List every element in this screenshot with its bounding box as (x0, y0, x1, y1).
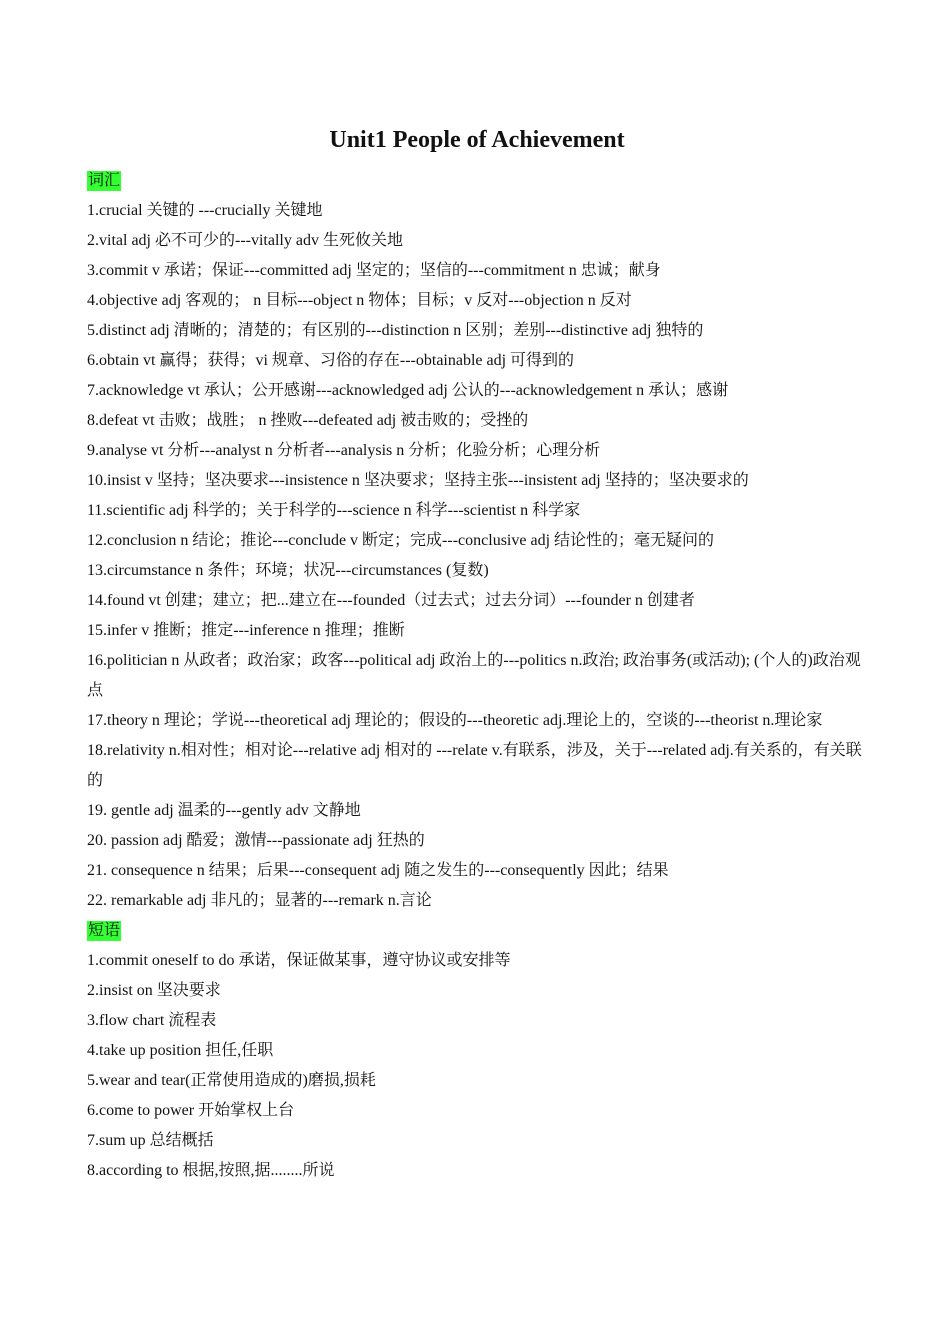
vocab-item: 5.distinct adj 清晰的；清楚的；有区别的---distinction n 区别；差别---distinctive adj 独特的 (87, 322, 704, 339)
page-title: Unit1 People of Achievement (329, 127, 625, 153)
vocab-item: 11.scientific adj 科学的；关于科学的---science n 科学---scientist n 科学家 (87, 502, 581, 519)
vocab-item: 18.relativity n.相对性；相对论---relative adj 相对的 ---relate v.有联系，涉及，关于---related adj.有关系的，有关联的 (87, 742, 862, 789)
vocab-item: 15.infer v 推断；推定---inference n 推理；推断 (87, 622, 405, 639)
phrase-item: 5.wear and tear(正常使用造成的)磨损,损耗 (87, 1072, 376, 1089)
vocab-item: 19. gentle adj 温柔的---gently adv 文静地 (87, 802, 361, 819)
vocab-item: 21. consequence n 结果；后果---consequent adj 随之发生的---consequently 因此；结果 (87, 862, 669, 879)
phrases-section-label: 短语 (88, 922, 121, 939)
phrases-section-header (87, 916, 867, 946)
phrase-item: 1.commit oneself to do 承诺，保证做某事，遵守协议或安排等 (87, 952, 511, 969)
vocab-item: 17.theory n 理论；学说---theoretical adj 理论的；假设的---theoretic adj.理论上的，空谈的---theorist n.理论家 (87, 712, 823, 729)
vocab-item: 9.analyse vt 分析---analyst n 分析者---analysis n 分析；化验分析；心理分析 (87, 442, 601, 459)
vocab-item: 10.insist v 坚持；坚决要求---insistence n 坚决要求；坚持主张---insistent adj 坚持的；坚决要求的 (87, 472, 749, 489)
vocab-item: 22. remarkable adj 非凡的；显著的---remark n.言论 (87, 892, 432, 909)
vocab-item: 8.defeat vt 击败；战胜； n 挫败---defeated adj 被击败的；受挫的 (87, 412, 529, 429)
vocab-section-label: 词汇 (88, 172, 121, 189)
vocab-section-header (87, 166, 867, 196)
vocab-item: 20. passion adj 酷爱；激情---passionate adj 狂热的 (87, 832, 425, 849)
phrase-item: 7.sum up 总结概括 (87, 1132, 214, 1149)
phrase-item: 3.flow chart 流程表 (87, 1012, 217, 1029)
vocab-item: 12.conclusion n 结论；推论---conclude v 断定；完成---conclusive adj 结论性的；毫无疑问的 (87, 532, 715, 549)
phrase-item: 2.insist on 坚决要求 (87, 982, 221, 999)
phrase-item: 8.according to 根据,按照,据........所说 (87, 1162, 335, 1179)
vocab-item: 1.crucial 关键的 ---crucially 关键地 (87, 202, 323, 219)
vocab-item: 7.acknowledge vt 承认；公开感谢---acknowledged adj 公认的---acknowledgement n 承认；感谢 (87, 382, 729, 399)
vocab-item: 16.politician n 从政者；政治家；政客---political adj 政治上的---politics n.政治; 政治事务(或活动); (个人的)政治观点 (87, 652, 861, 699)
vocab-item: 14.found vt 创建；建立；把...建立在---founded（过去式；过去分词）---founder n 创建者 (87, 592, 695, 609)
phrase-item: 6.come to power 开始掌权上台 (87, 1102, 295, 1119)
phrases-list (87, 946, 867, 1186)
vocab-item: 3.commit v 承诺；保证---committed adj 坚定的；坚信的---commitment n 忠诚；献身 (87, 262, 661, 279)
document-page (87, 120, 867, 1186)
phrase-item: 4.take up position 担任,任职 (87, 1042, 274, 1059)
vocab-item: 6.obtain vt 赢得；获得；vi 规章、习俗的存在---obtainable adj 可得到的 (87, 352, 575, 369)
vocab-item: 4.objective adj 客观的； n 目标---object n 物体；目标；v 反对---objection n 反对 (87, 292, 632, 309)
vocab-item: 13.circumstance n 条件；环境；状况---circumstances (复数) (87, 562, 489, 579)
vocab-item: 2.vital adj 必不可少的---vitally adv 生死攸关地 (87, 232, 403, 249)
vocab-list (87, 196, 867, 916)
